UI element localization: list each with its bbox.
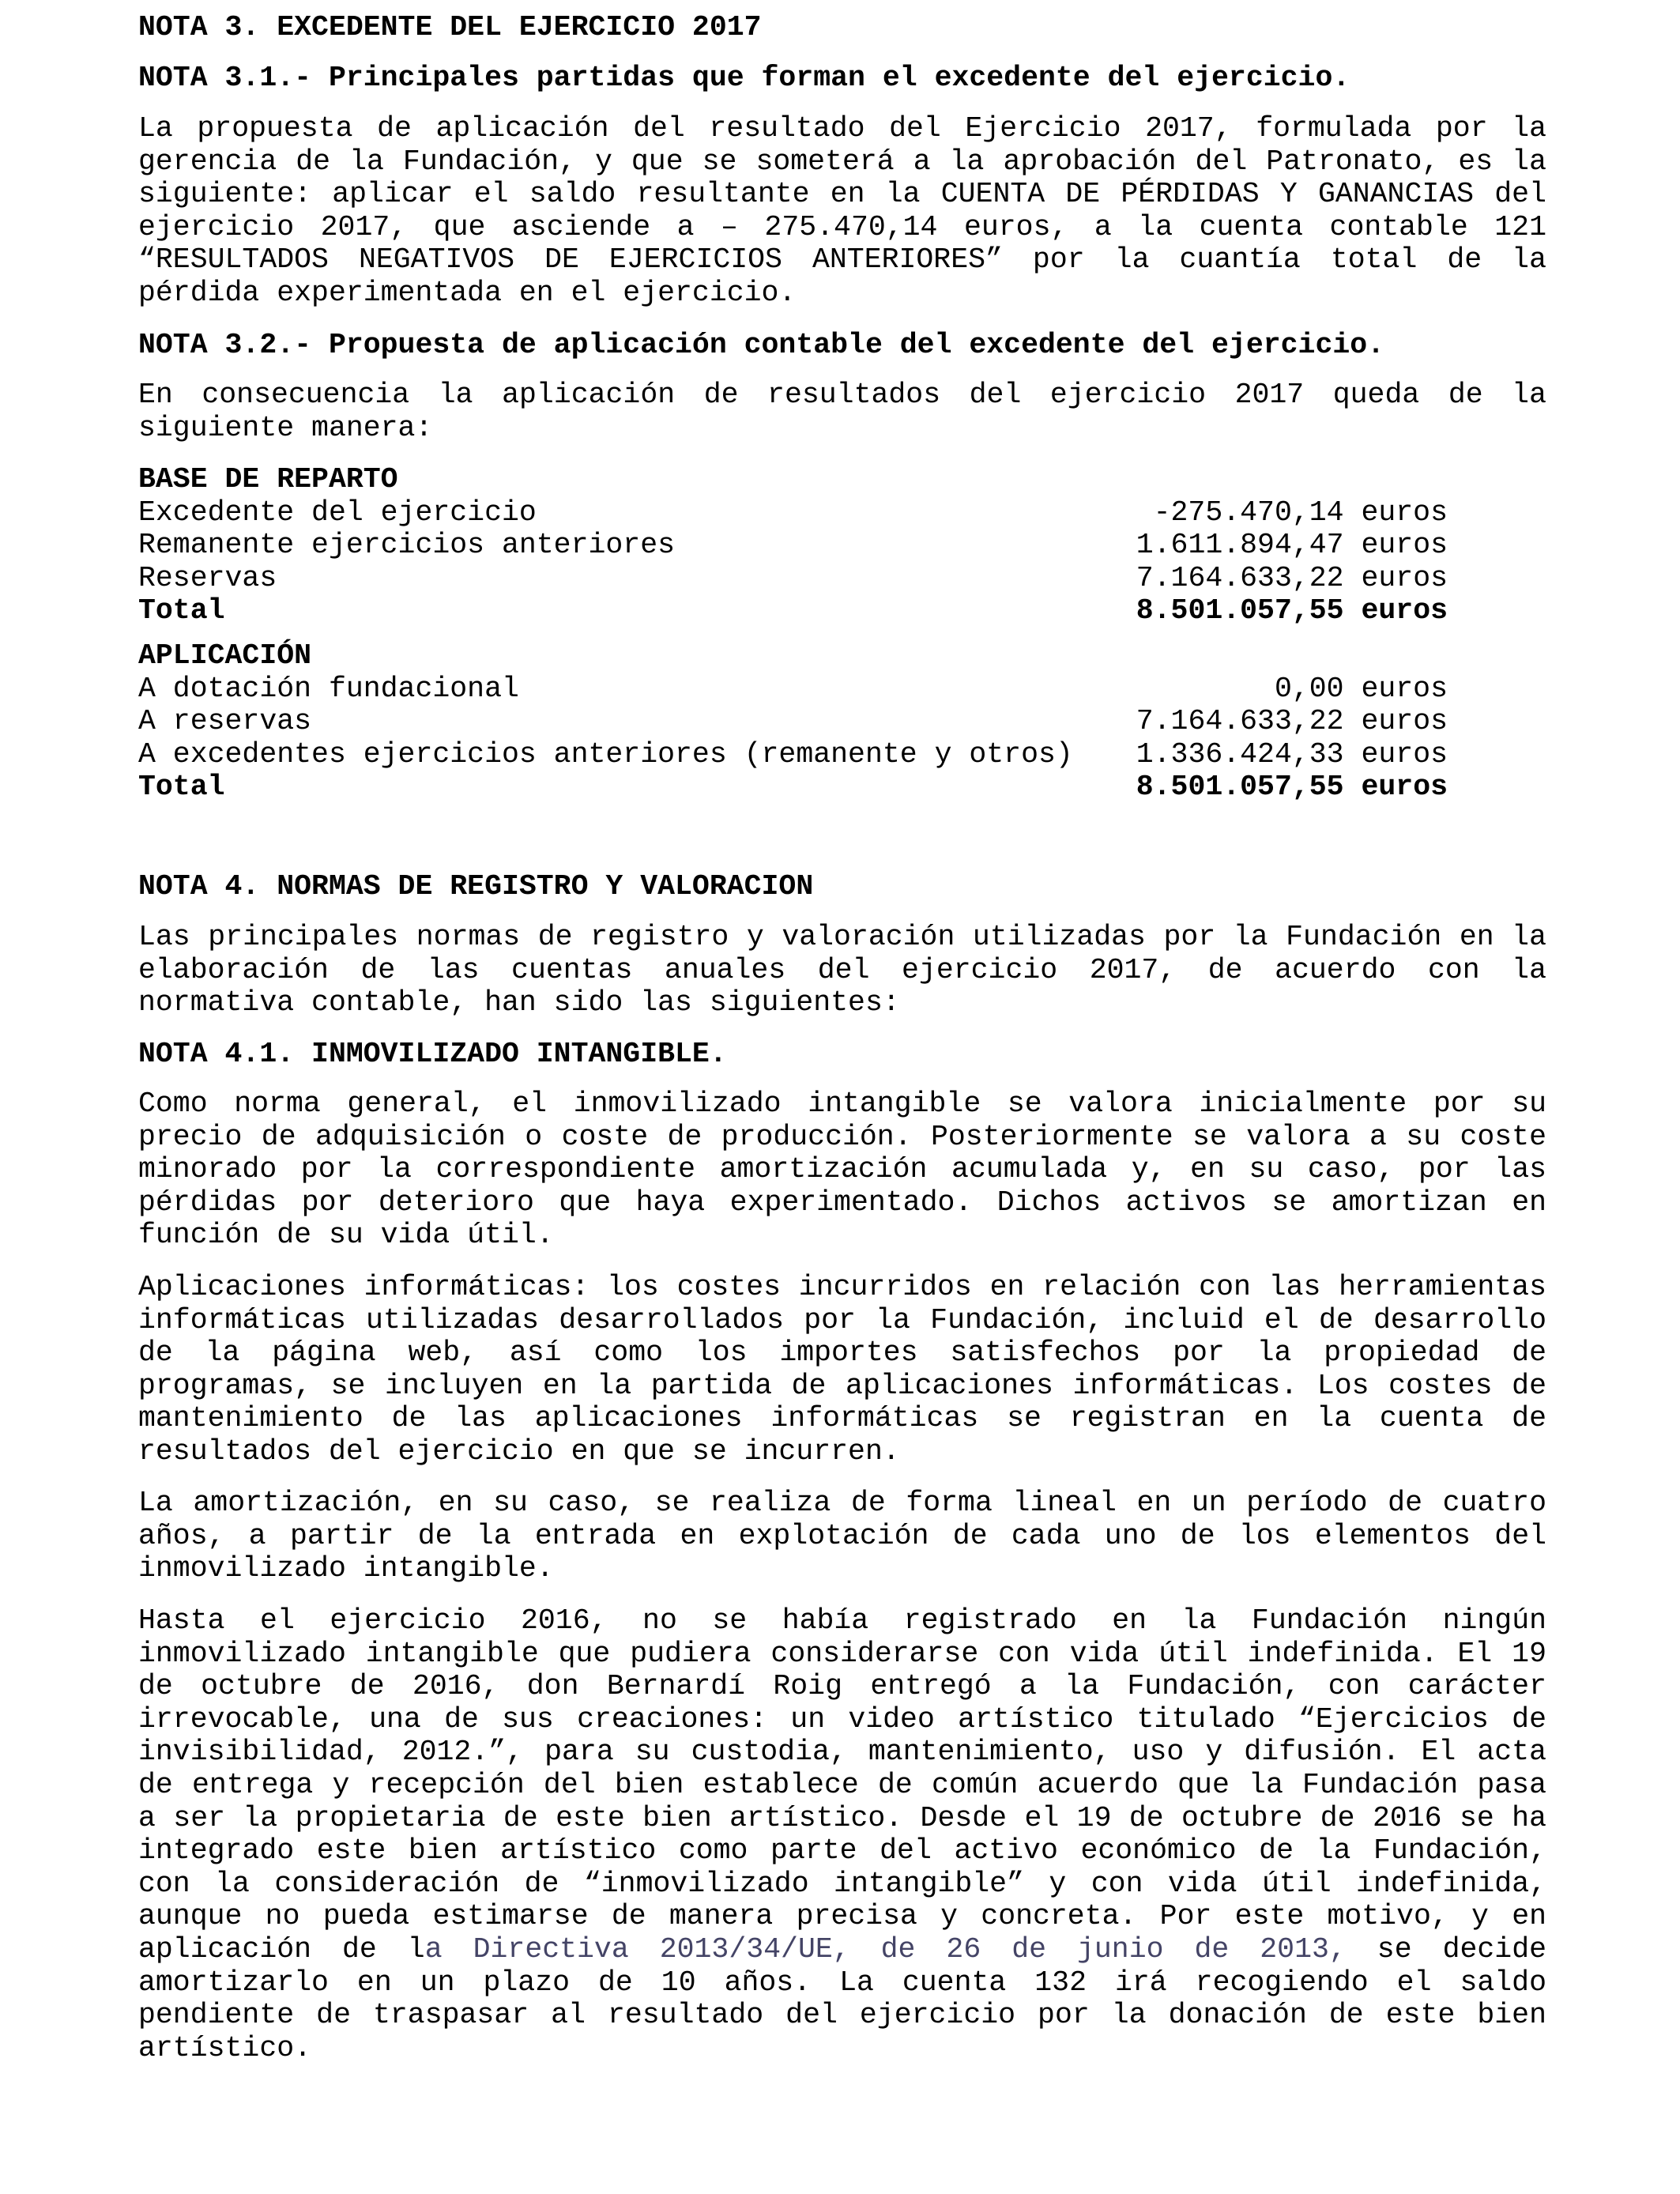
row-amount: 0,00 euros <box>1274 672 1448 705</box>
total-row <box>138 594 1546 628</box>
base-reparto-heading: BASE DE REPARTO <box>138 463 398 496</box>
row-label: Remanente ejercicios anteriores <box>138 529 676 562</box>
nota4-intro: Las principales normas de registro y valoración utilizadas por la Fundación en la elaboración de las cuentas anuales del ejercicio 2017, de acuerdo con la normativa contable, han sido las siguientes: <box>138 921 1546 1020</box>
table-row <box>138 738 1546 771</box>
row-amount: 7.164.633,22 euros <box>1136 705 1448 738</box>
nota4-1-paragraph-1: Como norma general, el inmovilizado intangible se valora inicialmente por su precio de adquisición o coste de producción. Posteriormente se valora a su coste minorado por la correspondiente amortización acumulada y, en su caso, por las pérdidas por deterioro que haya experimentado. Dichos activos se amortizan en función de su vida útil. <box>138 1088 1546 1252</box>
nota3-1-paragraph: La propuesta de aplicación del resultado del Ejercicio 2017, formulada por la gerencia de la Fundación, y que se someterá a la aprobación del Patronato, es la siguiente: aplicar el saldo resultante en la CUENTA DE PÉRDIDAS Y GANANCIAS del ejercicio 2017, que asciende a – 275.470,14 euros, a la cuenta contable 121 “RESULTADOS NEGATIVOS DE EJERCICIOS ANTERIORES” por la cuantía total de la pérdida experimentada en el ejercicio. <box>138 112 1546 309</box>
table-row <box>138 705 1546 738</box>
nota3-2-title: NOTA 3.2.- Propuesta de aplicación contable del excedente del ejercicio. <box>138 329 1385 361</box>
row-label: A excedentes ejercicios anteriores (remanente y otros) <box>138 737 1073 771</box>
row-amount: 1.611.894,47 euros <box>1136 529 1448 562</box>
total-amount: 8.501.057,55 euros <box>1136 771 1448 804</box>
paragraph-text: Hasta el ejercicio 2016, no se había registrado en la Fundación ningún inmovilizado intangible que pudiera considerarse con vida útil indefinida. El 19 de octubre de 2016, don Bernardí Roig entregó a la Fundación, con carácter irrevocable, una de sus creaciones: un video artístico titulado “Ejercicios de invisibilidad, 2012.”, para su custodia, mantenimiento, uso y difusión. El acta de entrega y recepción del bien establece de común acuerdo que la Fundación pasa a ser la propietaria de este bien artístico. Desde el 19 de octubre de 2016 se ha integrado este bien artístico como parte del activo económico de la Fundación, con la consideración de “inmovilizado intangible” y con vida útil indefinida, aunque no pueda estimarse de manera precisa y concreta. Por este motivo, y en aplicación de l <box>138 1604 1546 1966</box>
nota3-title: NOTA 3. EXCEDENTE DEL EJERCICIO 2017 <box>138 11 762 43</box>
nota4-1-title: NOTA 4.1. INMOVILIZADO INTANGIBLE. <box>138 1038 727 1070</box>
nota4-title: NOTA 4. NORMAS DE REGISTRO Y VALORACION <box>138 870 814 903</box>
nota4-1-paragraph-3: La amortización, en su caso, se realiza de forma lineal en un período de cuatro años, a partir de la entrada en explotación de cada uno de los elementos del inmovilizado intangible. <box>138 1487 1546 1585</box>
row-amount: -275.470,14 euros <box>1153 496 1448 529</box>
table-row <box>138 673 1546 706</box>
table-row <box>138 562 1546 595</box>
row-label: Excedente del ejercicio <box>138 496 537 529</box>
row-label: A reservas <box>138 705 312 738</box>
row-amount: 7.164.633,22 euros <box>1136 561 1448 594</box>
aplicacion-table <box>138 639 1546 804</box>
nota4-1-paragraph-2: Aplicaciones informáticas: los costes incurridos en relación con las herramientas informáticas utilizadas desarrollados por la Fundación, incluid el de desarrollo de la página web, así como los importes satisfechos por la propiedad de programas, se incluyen en la partida de aplicaciones informáticas. Los costes de mantenimiento de las aplicaciones informáticas se registran en la cuenta de resultados del ejercicio en que se incurren. <box>138 1271 1546 1468</box>
total-label: Total <box>138 771 225 804</box>
row-amount: 1.336.424,33 euros <box>1136 737 1448 771</box>
directive-reference: a Directiva 2013/34/UE, de 26 de junio de 2013, <box>424 1932 1347 1966</box>
aplicacion-heading: APLICACIÓN <box>138 639 312 672</box>
total-amount: 8.501.057,55 euros <box>1136 594 1448 628</box>
paragraph-text: se decide amortizarlo en un plazo de 10 años. La cuenta 132 irá recogiendo el saldo pendiente de traspasar al resultado del ejercicio por la donación de este bien artístico. <box>138 1932 1547 2064</box>
total-label: Total <box>138 594 225 628</box>
total-row <box>138 771 1546 804</box>
nota4-1-paragraph-4 <box>138 1604 1546 2064</box>
nota3-1-title: NOTA 3.1.- Principales partidas que forman el excedente del ejercicio. <box>138 62 1350 94</box>
base-reparto-table <box>138 463 1546 628</box>
row-label: A dotación fundacional <box>138 672 519 705</box>
nota3-2-paragraph: En consecuencia la aplicación de resultados del ejercicio 2017 queda de la siguiente manera: <box>138 379 1546 444</box>
table-row <box>138 496 1546 530</box>
table-row <box>138 529 1546 562</box>
row-label: Reservas <box>138 561 277 594</box>
